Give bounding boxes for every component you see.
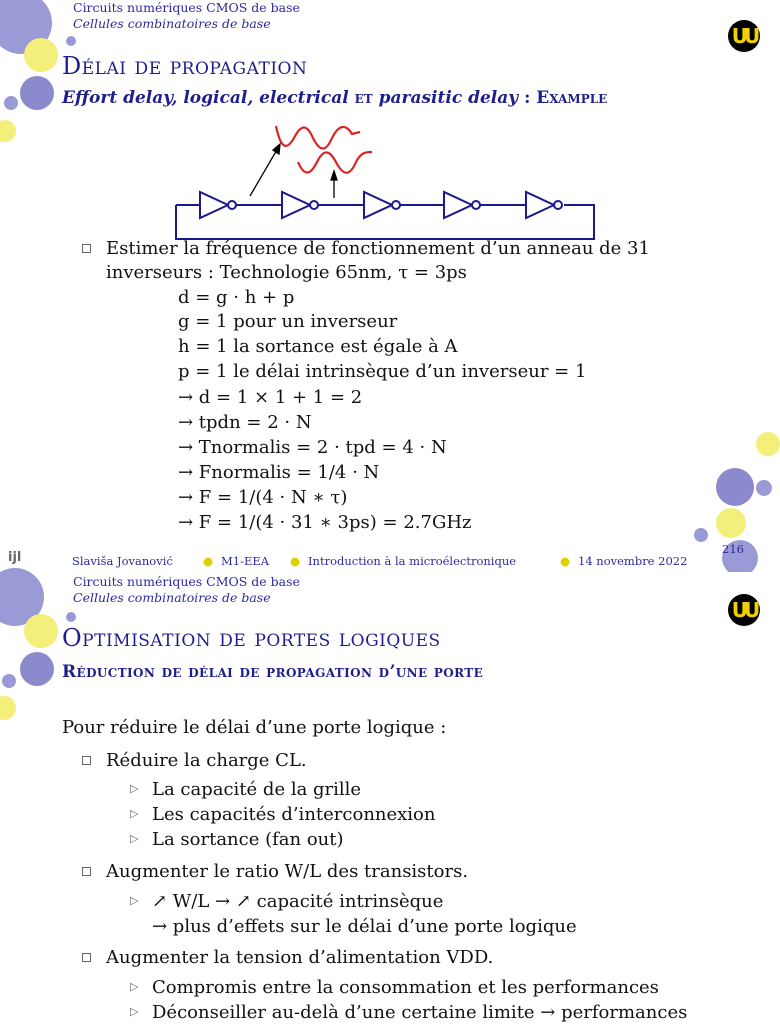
equation: p = 1 le délai intrinsèque d’un inverseur = 1 [178,361,587,382]
equation: → Fnormalis = 1/4 · N [178,462,380,483]
footer-dot: ● [560,554,571,568]
footer-course: Introduction à la microélectronique [308,554,517,568]
deco-circle [716,508,746,538]
inverter-1 [200,192,228,218]
item-text: Réduire la charge CL. [106,750,307,771]
equation: → F = 1/(4 · 31 ∗ 3ps) = 2.7GHz [178,512,472,533]
header-course: Circuits numériques CMOS de base [73,574,300,589]
slide-subtitle: Effort delay, logical, electrical et parasitic delay : Example [62,88,608,108]
university-logo: UU [728,20,760,52]
equation: → tpdn = 2 · N [178,412,312,433]
bullet-square [82,953,91,962]
sub-item-continuation: → plus d’effets sur le délai d’une porte logique [152,916,577,937]
equation: d = g · h + p [178,287,295,308]
bullet-text-line2: inverseurs : Technologie 65nm, τ = 3ps [106,262,467,283]
university-logo: UU [728,594,760,626]
footer-author: Slaviša Jovanović [72,554,173,568]
sub-item: Déconseiller au-delà d’une certaine limite → performances [152,1002,688,1023]
deco-circle [24,614,58,648]
inverter-4 [444,192,472,218]
triangle-bullet: ▷ [130,980,139,993]
equation: → d = 1 × 1 + 1 = 2 [178,387,363,408]
footer-program: M1-EEA [221,554,270,568]
sub-item: La sortance (fan out) [152,829,344,850]
deco-circle [66,612,76,622]
bullet-square [82,244,91,253]
footer-dot: ● [203,554,214,568]
deco-circle [0,696,16,720]
sub-item: La capacité de la grille [152,779,362,800]
inverter-2 [282,192,310,218]
deco-circle [20,652,54,686]
bullet-square [82,867,91,876]
equation: g = 1 pour un inverseur [178,311,398,332]
equation: → F = 1/(4 · N ∗ τ) [178,487,348,508]
triangle-bullet: ▷ [130,782,139,795]
slide-subtitle: Réduction de délai de propagation d’une porte [62,662,484,682]
slide-title: Délai de propagation [62,52,308,80]
sub-item: Les capacités d’interconnexion [152,804,436,825]
triangle-bullet: ▷ [130,807,139,820]
item-text: Augmenter le ratio W/L des transistors. [106,861,469,882]
equation: h = 1 la sortance est égale à A [178,336,458,357]
triangle-bullet: ▷ [130,832,139,845]
slide-title: Optimisation de portes logiques [62,624,441,652]
deco-circle [2,674,16,688]
equation: → Tnormalis = 2 · tpd = 4 · N [178,437,447,458]
waveform-2 [298,152,372,173]
item-text: Augmenter la tension d’alimentation VDD. [106,947,494,968]
slide-217 [0,572,768,1024]
bullet-text-line1: Estimer la fréquence de fonctionnement d’un anneau de 31 [106,238,650,259]
page-number: 216 [722,542,744,556]
inverter-3 [364,192,392,218]
header-chapter: Cellules combinatoires de base [73,16,271,31]
intro-text: Pour réduire le délai d’une porte logique : [62,717,447,738]
ijl-logo: ijl [8,550,22,565]
deco-circle [694,528,708,542]
slide-footer [0,542,768,572]
triangle-bullet: ▷ [130,894,139,907]
footer-dot: ● [290,554,301,568]
footer-date: 14 novembre 2022 [578,554,688,568]
triangle-bullet: ▷ [130,1005,139,1018]
header-course: Circuits numériques CMOS de base [73,0,300,15]
sub-item: Compromis entre la consommation et les performances [152,977,659,998]
inverter-5 [526,192,554,218]
bullet-square [82,756,91,765]
header-chapter: Cellules combinatoires de base [73,590,271,605]
waveform-1 [276,126,360,149]
sub-item: ↗ W/L → ↗ capacité intrinsèque [152,891,444,912]
